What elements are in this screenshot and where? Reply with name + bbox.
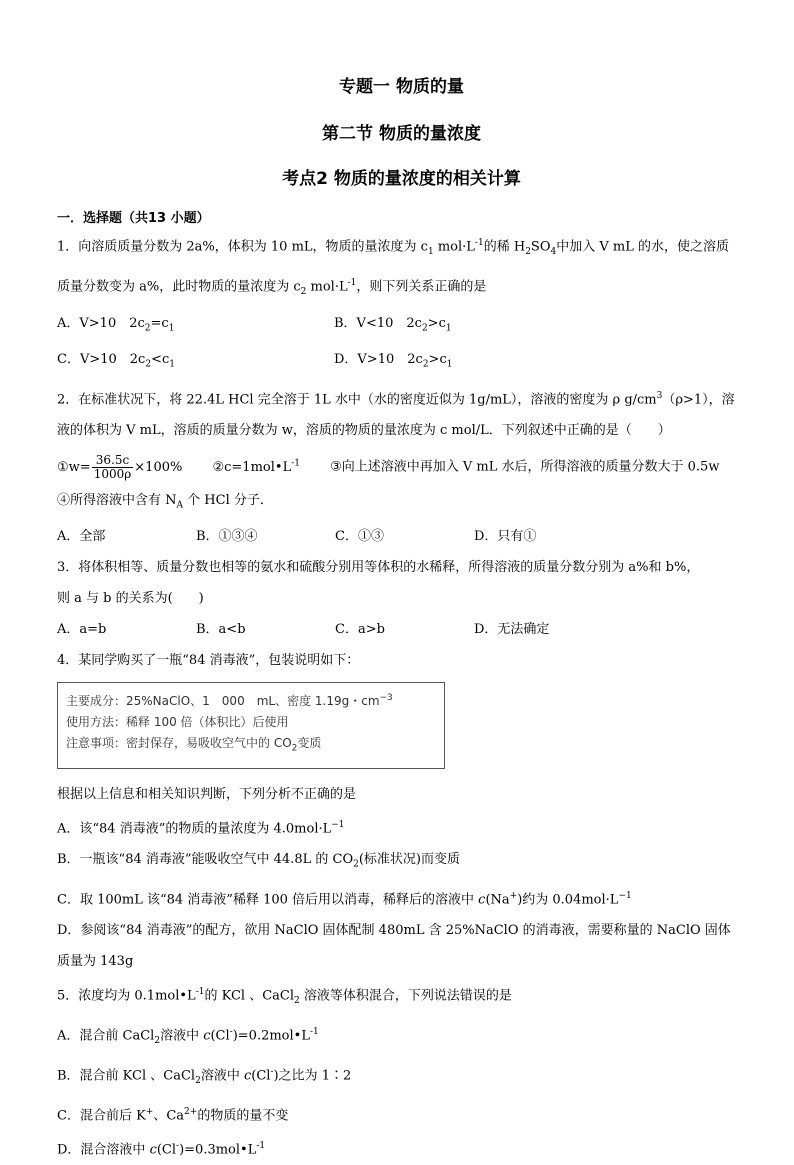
question-1-option-b[interactable]: B．V<10 $2c_2>c_1$: [334, 315, 452, 334]
question-4: [57, 645, 746, 977]
statement-4: ④所得溶液中含有 $N_A$ 个 HCl 分子．: [57, 492, 273, 511]
question-4-stem: 4．某同学购买了一瓶“84 消毒液”，包装说明如下：: [57, 653, 360, 669]
question-1-option-c[interactable]: C．V>10 $2c_2<c_1$: [57, 352, 175, 371]
question-1-option-d[interactable]: D．V>10 $2c_2>c_1$: [334, 352, 453, 371]
question-2-option-d[interactable]: D．只有①: [474, 529, 537, 545]
question-4-option-d-line-2: 质量为 143g: [57, 953, 134, 969]
statement-2: $②c=1mol•L^{-1}$: [212, 458, 300, 475]
question-5-stem: 5．浓度均为 $0.1mol•L^{-1}$的 KCl 、CaCl$_2$ 溶液等体积混合，下列说法错误的是: [57, 986, 512, 1006]
point-title: 考点2 物质的量浓度的相关计算: [282, 169, 521, 189]
question-2-option-b[interactable]: B．①③④: [196, 529, 258, 545]
question-2-option-a[interactable]: A．全部: [57, 529, 106, 545]
label-caution: 注意事项：密封保存，易吸收空气中的 $CO_2$变质: [66, 736, 322, 754]
question-3: [57, 552, 746, 645]
question-2-stem-line-2: 液的体积为 V mL，溶质的质量分数为 w，溶质的物质的量浓度为 c mol/L．下列叙述中正确的是（ ）: [57, 423, 671, 439]
label-usage: 使用方法：稀释 100 倍（体积比）后使用: [66, 715, 289, 730]
question-1-stem-line-2: 质量分数变为 a%，此时物质的量浓度为 $c_2$ $mol\cdot L^{-1}$，则下列关系正确的是: [57, 277, 487, 297]
statement-1: ①w= $\frac{36.5c}{1000\rho}$ ×100%: [57, 452, 183, 481]
question-4-option-b[interactable]: B．一瓶该“84 消毒液”能吸收空气中 44.8L 的 $CO_2$(标准状况)而变质: [57, 852, 460, 870]
question-5-option-c[interactable]: C．混合前后 K+、$Ca^{2+}$的物质的量不变: [57, 1106, 289, 1124]
question-3-option-c[interactable]: C．a>b: [335, 622, 385, 638]
section-title: 第二节 物质的量浓度: [322, 124, 481, 144]
label-ingredients: 主要成分：25%NaClO、1 000 mL、密度 1.19g・$cm^{-3}$: [66, 693, 393, 709]
question-2-option-c[interactable]: C．①③: [335, 529, 384, 545]
question-5-option-b[interactable]: B．混合前 KCl 、CaCl$_2$溶液中 c(Cl-)之比为 1∶2: [57, 1066, 352, 1086]
question-4-prompt: 根据以上信息和相关知识判断，下列分析不正确的是: [57, 786, 357, 802]
question-1-stem-line-1: 1．向溶质质量分数为 2a%，体积为 10 mL，物质的量浓度为 $c_1$ $mol\cdot L^{-1}$的稀 $H_2SO_4$中加入 V mL 的水，使之溶质: [57, 238, 729, 257]
question-2-statements: [57, 446, 746, 484]
question-4-option-c[interactable]: C．取 100mL 该“84 消毒液”稀释 100 倍后用以消毒，稀释后的溶液中 c(Na+)约为 $0.04mol\cdot L^{-1}$: [57, 890, 632, 907]
question-4-option-d-line-1: D．参阅该“84 消毒液”的配方，欲用 NaClO 固体配制 480mL 含 25%NaClO 的消毒液，需要称量的 NaClO 固体: [57, 922, 731, 938]
product-label-box: [57, 682, 445, 768]
topic-title: 专题一 物质的量: [339, 77, 464, 97]
statement-3: ③向上述溶液中再加入 V mL 水后，所得溶液的质量分数大于 0.5w: [330, 459, 720, 475]
question-4-option-d[interactable]: [57, 915, 746, 977]
question-2-stem-line-1: 2．在标准状况下，将 22.4L HCl 完全溶于 1L 水中（水的密度近似为 1g/mL），溶液的密度为 ρ $g/cm^3(\rho>1)$，溶: [57, 391, 735, 408]
question-5-option-d[interactable]: D．混合溶液中 $c(Cl^-)=0.3mol•L^{-1}$: [57, 1141, 266, 1158]
question-4-option-a[interactable]: A．该“84 消毒液”的物质的量浓度为 $4.0mol\cdot L^{-1}$: [57, 819, 345, 836]
question-5-option-a[interactable]: A．混合前 CaCl$_2$溶液中 $c(Cl^-)=0.2mol•L^{-1}$: [57, 1026, 319, 1046]
question-3-option-a[interactable]: A．a=b: [57, 622, 107, 638]
question-1: [57, 228, 746, 381]
question-5: [57, 977, 746, 1165]
question-1-option-a[interactable]: A．V>10 $2c_2=c_1$: [57, 315, 175, 334]
question-3-option-b[interactable]: B．a<b: [196, 622, 246, 638]
question-section-heading: 一．选择题（共13 小题）: [57, 211, 210, 226]
question-3-option-d[interactable]: D．无法确定: [474, 622, 550, 638]
question-3-stem-line-1: 3．将体积相等、质量分数也相等的氨水和硫酸分别用等体积的水稀释，所得溶液的质量分数分别为 a%和 b%，: [57, 560, 700, 576]
question-2: [57, 381, 746, 552]
question-3-stem-line-2: 则 a 与 b 的关系为( ): [57, 591, 204, 607]
fraction: $\frac{36.5c}{1000\rho}$: [93, 452, 132, 481]
